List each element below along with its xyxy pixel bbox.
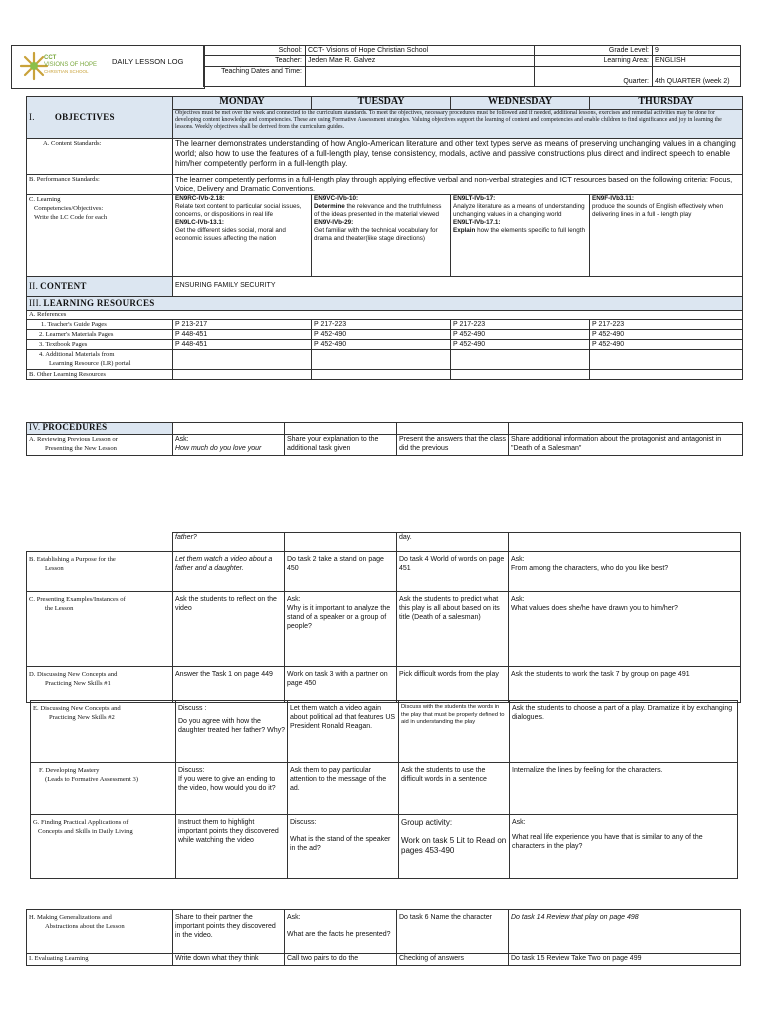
proc-e-thu: Ask the students to choose a part of a play. Dramatize it by exchanging dialogues.: [510, 701, 738, 763]
proc-c-thu-1: Ask:: [511, 596, 525, 603]
proc-b-label: [27, 552, 173, 592]
tb-wed: P 452-490: [451, 340, 590, 350]
proc-d-label-1: D. Discussing New Concepts and: [29, 671, 118, 678]
proc-h-wed: Do task 6 Name the character: [397, 910, 509, 954]
proc-c-thu: [509, 592, 741, 667]
competency-monday: [173, 195, 312, 277]
wed-text-1: Analyze literature as a means of understanding unchanging values in a changing world: [453, 203, 585, 218]
area-value: ENGLISH: [653, 56, 741, 67]
other-resources-label: B. Other Learning Resources: [27, 370, 173, 380]
teacher-value: Jeden Mae R. Galvez: [306, 56, 535, 67]
proc-e-wed: Discuss with the students the words in the play that must be properly defined to aid in understanding the play: [399, 701, 510, 763]
thu-text-1: produce the sounds of English effectively when delivering lines in a full - length play: [592, 203, 724, 218]
grade-label: Grade Level:: [535, 46, 653, 56]
proc-g-label-1: G. Finding Practical Applications of: [33, 819, 129, 826]
competencies-label-1: C. Learning: [29, 196, 61, 203]
proc-e-mon-2: Do you agree with how the daughter treated her father? Why?: [178, 718, 286, 734]
competencies-label-2: Competencies/Objectives:: [34, 205, 104, 212]
proc-b-label-1: B. Establishing a Purpose for the: [29, 556, 116, 563]
proc-h-tue-2: What are the facts he presented?: [287, 931, 391, 938]
area-label: Learning Area:: [535, 56, 653, 67]
proc-a-mon-2: How much do you love your: [175, 445, 262, 452]
additional-materials-label: [27, 350, 173, 370]
proc-c-label-2: the Lesson: [45, 605, 74, 612]
content-header: [27, 277, 173, 297]
tg-tue: P 217-223: [312, 320, 451, 330]
competencies-label-3: Write the LC Code for each: [34, 214, 108, 221]
procedures-table-3: [30, 700, 738, 879]
proc-b-thu-2: From among the characters, who do you like best?: [511, 565, 669, 572]
or-thu: [590, 370, 743, 380]
proc-a-label: [27, 435, 173, 456]
proc-a-tue: Share your explanation to the additional task given: [285, 435, 397, 456]
tue-code-1: EN9VC-IVb-10:: [314, 195, 359, 202]
dates-label: Teaching Dates and Time:: [204, 67, 306, 87]
proc-g-thu: [510, 815, 738, 879]
procedures-table-4: [26, 909, 741, 966]
proc-d-label: [27, 667, 173, 703]
am-tue: [312, 350, 451, 370]
or-mon: [173, 370, 312, 380]
logo-sub: CHRISTIAN SCHOOL: [44, 69, 89, 74]
additional-materials-label-2: Learning Resource (LR) portal: [49, 360, 131, 367]
proc-h-label-2: Abstractions about the Lesson: [45, 923, 125, 930]
proc-i-tue: Call two pairs to do the: [285, 954, 397, 966]
proc-f-label-2: (Leads to Formative Assessment 3): [45, 776, 139, 783]
proc-b-thu: [509, 552, 741, 592]
day-monday: MONDAY: [173, 97, 312, 110]
am-thu: [590, 350, 743, 370]
tue-text-1: the relevance and the truthfulness of the ideas presented in the material viewed: [314, 203, 442, 218]
proc-g-wed: [399, 815, 510, 879]
proc-c-wed: Ask the students to predict what this play is all about based on its title (Death of a salesman): [397, 592, 509, 667]
proc-b-label-2: Lesson: [45, 565, 64, 572]
resources-num: III.: [29, 297, 42, 308]
proc-e-label-2: Practicing New Skills #2: [49, 714, 115, 721]
tue-code-2: EN9V-IVb-29:: [314, 219, 354, 226]
proc-f-label-1: F. Developing Mastery: [39, 767, 100, 774]
header-info-table: [203, 45, 741, 87]
proc-c-thu-2: What values does she/he have drawn you to him/her?: [511, 605, 678, 612]
day-wednesday: WEDNESDAY: [451, 97, 590, 110]
proc-g-thu-2: What real life experience you have that is similar to any of the characters in the play?: [512, 834, 703, 850]
procedures-num: IV.: [29, 422, 41, 432]
proc-h-tue: [285, 910, 397, 954]
wed-code-2: EN9LT-IVb-17.1:: [453, 219, 501, 226]
proc-g-wed-2: Work on task 5 Lit to Read on pages 453-490: [401, 836, 507, 855]
am-wed: [451, 350, 590, 370]
lm-mon: P 448-451: [173, 330, 312, 340]
objectives-table: [26, 96, 743, 380]
wed-code-1: EN9LT-IVb-17:: [453, 195, 496, 202]
teacher-label: Teacher:: [204, 56, 306, 67]
content-title: CONTENT: [40, 280, 87, 291]
objectives-title: OBJECTIVES: [54, 111, 115, 122]
proc-h-label: [27, 910, 173, 954]
proc-d-mon: Answer the Task 1 on page 449: [173, 667, 285, 703]
proc-h-tue-1: Ask:: [287, 914, 301, 921]
proc-b-wed: Do task 4 World of words on page 451: [397, 552, 509, 592]
tg-mon: P 213-217: [173, 320, 312, 330]
proc-e-label: [31, 701, 176, 763]
lm-wed: P 452-490: [451, 330, 590, 340]
proc-g-tue-2: What is the stand of the speaker in the ad?: [290, 836, 391, 852]
proc-d-tue: Work on task 3 with a partner on page 450: [285, 667, 397, 703]
wed-bold-2: Explain: [453, 227, 476, 234]
proc-b-mon: Let them watch a video about a father and a daughter.: [173, 552, 285, 592]
proc-i-wed: Checking of answers: [397, 954, 509, 966]
content-standards-label: A. Content Standards:: [27, 139, 173, 175]
lm-thu: P 452-490: [590, 330, 743, 340]
proc-h-label-1: H. Making Generalizations and: [29, 914, 112, 921]
proc-h-thu: Do task 14 Review that play on page 498: [509, 910, 741, 954]
proc-f-mon-1: Discuss:: [178, 767, 205, 774]
proc-a-mon: [173, 435, 285, 456]
proc-a-wed-cont: day.: [397, 533, 509, 552]
proc-e-tue: Let them watch a video again about political ad that features US President Ronald Reagan.: [288, 701, 399, 763]
lm-pages-label: 2. Learner's Materials Pages: [27, 330, 173, 340]
proc-a-mon-1: Ask:: [175, 436, 189, 443]
proc-f-thu: Internalize the lines by feeling for the characters.: [510, 763, 738, 815]
procedures-header: [27, 423, 173, 435]
content-standards: The learner demonstrates understanding of how Anglo-American literature and other text types serve as means of preserving unchanging values in a changing world; also how to use the features of a full-length play, tense consistency, modals, active and passive constructions plus direct and indirect speech to enable him/her competently perform in a full-length play.: [173, 139, 743, 175]
am-mon: [173, 350, 312, 370]
page-title: DAILY LESSON LOG: [112, 57, 184, 66]
grade-value: 9: [653, 46, 741, 56]
proc-c-label: [27, 592, 173, 667]
proc-e-mon: [176, 701, 288, 763]
resources-header: [27, 297, 743, 311]
procedures-title: PROCEDURES: [42, 422, 108, 432]
proc-b-tue: Do task 2 take a stand on page 450: [285, 552, 397, 592]
tg-pages-label: 1. Teacher's Guide Pages: [27, 320, 173, 330]
thu-code-1: EN9F-IVb3.11:: [592, 195, 634, 202]
or-wed: [451, 370, 590, 380]
proc-c-mon: Ask the students to reflect on the video: [173, 592, 285, 667]
quarter-value: 4th QUARTER (week 2): [653, 67, 741, 87]
proc-d-wed: Pick difficult words from the play: [397, 667, 509, 703]
content-num: II.: [29, 280, 39, 291]
procedures-table-2: [26, 532, 741, 703]
proc-b-thu-1: Ask:: [511, 556, 525, 563]
proc-f-mon: [176, 763, 288, 815]
performance-standards-label: B. Performance Standards:: [27, 175, 173, 195]
proc-a-wed: Present the answers that the class did the previous: [397, 435, 509, 456]
content-value: ENSURING FAMILY SECURITY: [173, 277, 743, 297]
competency-thursday: [590, 195, 743, 277]
proc-a-label-1: A. Reviewing Previous Lesson or: [29, 436, 118, 443]
proc-g-thu-1: Ask:: [512, 819, 526, 826]
competency-wednesday: [451, 195, 590, 277]
proc-e-mon-1: Discuss :: [178, 705, 207, 712]
mon-code-1: EN9RC-IVb-2.18:: [175, 195, 225, 202]
proc-g-tue: [288, 815, 399, 879]
day-thursday: THURSDAY: [590, 97, 743, 110]
proc-c-label-1: C. Presenting Examples/Instances of: [29, 596, 126, 603]
tb-thu: P 452-490: [590, 340, 743, 350]
proc-f-mon-2: If you were to give an ending to the video, how would you do it?: [178, 776, 276, 792]
proc-g-mon: Instruct them to highlight important points they discovered while watching the video: [176, 815, 288, 879]
proc-g-tue-1: Discuss:: [290, 819, 317, 826]
objectives-header: [27, 97, 173, 139]
objectives-note: Objectives must be met over the week and connected to the curriculum standards. To meet the objectives, necessary procedures must be followed and if needed, additional lessons, exercises and remedial activities may be done for developing content knowledge and competencies. These are using Formative Assessment strategies. Valuing objectives support the learning of content and competencies and enable children to find significance and joy in learning the lessons. Weekly objectives shall be derived from the curriculum guides.: [173, 110, 743, 139]
day-tuesday: TUESDAY: [312, 97, 451, 110]
header-logo-box: [11, 45, 205, 89]
proc-f-wed: Ask the students to use the difficult words in a sentence: [399, 763, 510, 815]
competency-tuesday: [312, 195, 451, 277]
tb-tue: P 452-490: [312, 340, 451, 350]
proc-c-tue: [285, 592, 397, 667]
logo-tagline: VISIONS OF HOPE: [44, 62, 98, 68]
resources-title: LEARNING RESOURCES: [43, 297, 155, 308]
proc-d-thu: Ask the students to work the task 7 by group on page 491: [509, 667, 741, 703]
tb-mon: P 448-451: [173, 340, 312, 350]
proc-i-thu: Do task 15 Review Take Two on page 499: [509, 954, 741, 966]
proc-a-label-2: Presenting the New Lesson: [45, 445, 117, 452]
proc-i-mon: Write down what they think: [173, 954, 285, 966]
proc-h-mon: Share to their partner the important points they discovered in the video.: [173, 910, 285, 954]
proc-g-label-2: Concepts and Skills in Daily Living: [38, 828, 133, 835]
proc-i-label: I. Evaluating Learning: [27, 954, 173, 966]
tg-wed: P 217-223: [451, 320, 590, 330]
lm-tue: P 452-490: [312, 330, 451, 340]
quarter-label: Quarter:: [535, 67, 653, 87]
proc-f-tue: Ask them to pay particular attention to the message of the ad.: [288, 763, 399, 815]
competencies-label: [27, 195, 173, 277]
proc-g-wed-1: Group activity:: [401, 818, 453, 827]
proc-c-tue-2: Why is it important to analyze the stand of a speaker or a group of people?: [287, 605, 391, 630]
proc-d-label-2: Practicing New Skills #1: [45, 680, 111, 687]
objectives-num: I.: [29, 111, 35, 122]
proc-g-label: [31, 815, 176, 879]
mon-text-1: Relate text content to particular social issues, concerns, or dispositions in real life: [175, 203, 302, 218]
or-tue: [312, 370, 451, 380]
school-value: CCT- Visions of Hope Christian School: [306, 46, 535, 56]
mon-text-2: Get the different sides social, moral and economic issues affecting the nation: [175, 227, 286, 242]
tue-text-2: Get familiar with the technical vocabulary for drama and theater(like stage directions): [314, 227, 438, 242]
school-label: School:: [204, 46, 306, 56]
tue-bold-1: Determine: [314, 203, 345, 210]
logo-name: CCT: [44, 55, 57, 61]
proc-a-mon-cont: father?: [173, 533, 285, 552]
tg-thu: P 217-223: [590, 320, 743, 330]
wed-text-2: how the elements specific to full length: [475, 227, 585, 234]
additional-materials-label-1: 4. Additional Materials from: [39, 351, 115, 358]
tb-pages-label: 3. Textbook Pages: [27, 340, 173, 350]
performance-standards: The learner competently performs in a full-length play through applying effective verbal and non-verbal strategies and ICT resources based on the following criteria: Focus, Voice, Delivery and Dramatic Conventions.: [173, 175, 743, 195]
proc-e-label-1: E. Discussing New Concepts and: [33, 705, 121, 712]
references-label: A. References: [27, 311, 743, 320]
procedures-table-1: [26, 422, 743, 456]
proc-a-thu: Share additional information about the protagonist and antagonist in "Death of a Salesman": [509, 435, 743, 456]
mon-code-2: EN9LC-IVb-13.1:: [175, 219, 224, 226]
dates-value: [306, 67, 535, 87]
proc-f-label: [31, 763, 176, 815]
proc-c-tue-1: Ask:: [287, 596, 301, 603]
